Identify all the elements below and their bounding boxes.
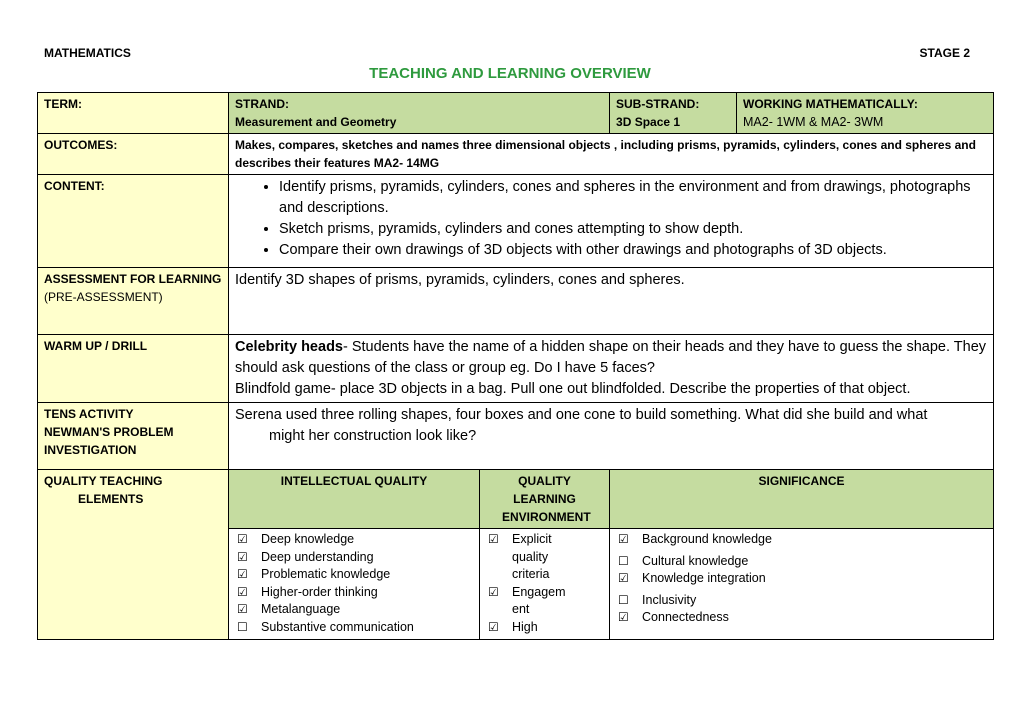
warmup-cell (229, 335, 994, 403)
checkbox-item (235, 584, 473, 602)
tens-line-2: might her construction look like? (269, 428, 477, 444)
checkbox-item (616, 570, 987, 588)
tens-label-1: TENS ACTIVITY (44, 407, 134, 421)
tens-label-2: NEWMAN'S PROBLEM (44, 425, 174, 439)
warmup-label-cell (38, 335, 229, 403)
tens-label-3: INVESTIGATION (44, 443, 137, 457)
empty-checkbox-icon[interactable]: ☐ (237, 619, 248, 634)
checkbox-item (486, 619, 603, 637)
warmup-text (235, 337, 987, 379)
checkbox-label: Deep understanding (261, 549, 374, 564)
checkbox-item (486, 601, 603, 619)
content-label: CONTENT: (44, 179, 105, 193)
checkbox-label: High (512, 619, 538, 634)
term-label: TERM: (44, 97, 82, 111)
checkbox-label: Knowledge integration (642, 571, 766, 586)
outcomes-text: Makes, compares, sketches and names three dimensional objects , including prisms, pyramids, cylinders, cones and spheres and describes their features MA2- 14MG (235, 138, 976, 170)
significance-list (616, 531, 987, 627)
checked-checkbox-icon[interactable]: ☑ (237, 532, 248, 546)
content-cell (229, 175, 994, 268)
outcomes-cell (229, 134, 994, 175)
warmup-text2: Blindfold game- place 3D objects in a bag. Pull one out blindfolded. Describe the properties of that object. (235, 381, 911, 397)
checkbox-label: ent (512, 602, 530, 617)
checkbox-item (616, 592, 987, 610)
page-title: TEACHING AND LEARNING OVERVIEW (369, 65, 651, 82)
assessment-sublabel: (PRE-ASSESSMENT) (44, 290, 163, 304)
content-label-cell (38, 175, 229, 268)
checked-checkbox-icon[interactable]: ☑ (237, 549, 248, 564)
checkbox-item (235, 601, 473, 619)
content-item: • Identify prisms, pyramids, cylinders, cones and spheres in the environment and from drawings, photographs and descriptions. (279, 177, 987, 219)
checkbox-label: Metalanguage (261, 602, 341, 617)
checkbox-label: Cultural knowledge (642, 553, 749, 568)
checkbox-label: Connectedness (642, 610, 729, 625)
quality-learning-env-header: QUALITY LEARNING ENVIRONMENT (480, 470, 610, 529)
strand-label: STRAND: (235, 97, 289, 111)
checkbox-label: Explicit (512, 532, 552, 546)
checkbox-label: quality (512, 549, 549, 564)
working-math-label: WORKING MATHEMATICALLY: (743, 97, 918, 111)
checkbox-label: Engagem (512, 584, 566, 599)
checked-checkbox-icon[interactable]: ☑ (488, 532, 499, 546)
stage-heading: STAGE 2 (919, 46, 970, 60)
checked-checkbox-icon[interactable]: ☑ (237, 602, 248, 617)
overview-table (37, 92, 994, 640)
content-item: • Compare their own drawings of 3D objects with other drawings and photographs of 3D objects. (279, 240, 987, 261)
checkbox-item (235, 549, 473, 567)
outcomes-label-cell (38, 134, 229, 175)
tens-line-1: Serena used three rolling shapes, four boxes and one cone to build something. What did she build and what (235, 407, 928, 423)
checkbox-label: Inclusivity (642, 592, 697, 607)
substrand-label: SUB-STRAND: (616, 97, 700, 111)
term-cell (38, 93, 229, 134)
intellectual-quality-header: INTELLECTUAL QUALITY (229, 470, 480, 529)
checked-checkbox-icon[interactable]: ☑ (488, 619, 499, 634)
quality-label-1: QUALITY TEACHING (44, 474, 163, 488)
empty-checkbox-icon[interactable]: ☐ (618, 592, 629, 607)
checkbox-label: criteria (512, 567, 550, 582)
checkbox-item (235, 566, 473, 584)
checkbox-item (235, 619, 473, 637)
checked-checkbox-icon[interactable]: ☑ (618, 571, 629, 586)
assessment-cell (229, 268, 994, 335)
warmup-text1: - Students have the name of a hidden shape on their heads and they have to guess the shape. They should ask questions of the class or group eg. Do I have 5 faces? (235, 339, 987, 376)
checkbox-item (486, 531, 603, 549)
checked-checkbox-icon[interactable]: ☑ (237, 567, 248, 582)
checkbox-item (235, 531, 473, 549)
significance-header: SIGNIFICANCE (610, 470, 994, 529)
checkbox-label: Background knowledge (642, 532, 772, 546)
intellectual-quality-list (235, 531, 473, 637)
assessment-label-cell (38, 268, 229, 335)
checkbox-item (616, 609, 987, 627)
working-math-cell (737, 93, 994, 134)
checkbox-item (616, 553, 987, 571)
quality-learning-env-cell (480, 529, 610, 640)
checkbox-item (486, 549, 603, 567)
checked-checkbox-icon[interactable]: ☑ (488, 584, 499, 599)
strand-cell (229, 93, 610, 134)
quality-header-row (38, 470, 994, 529)
content-row (38, 175, 994, 268)
assessment-label: ASSESSMENT FOR LEARNING (44, 272, 222, 286)
checkbox-label: Deep knowledge (261, 532, 355, 546)
checkbox-label: Higher-order thinking (261, 584, 378, 599)
checkbox-item (486, 584, 603, 602)
warmup-row (38, 335, 994, 403)
working-math-value: MA2- 1WM & MA2- 3WM (743, 115, 884, 129)
empty-checkbox-icon[interactable]: ☐ (618, 553, 629, 568)
checkbox-item (486, 566, 603, 584)
intellectual-quality-cell (229, 529, 480, 640)
checkbox-item (616, 531, 987, 549)
warmup-bold-lead: Celebrity heads (235, 339, 343, 355)
tens-row (38, 403, 994, 470)
checkbox-label: Substantive communication (261, 619, 414, 634)
checked-checkbox-icon[interactable]: ☑ (618, 532, 629, 546)
quality-learning-env-list (486, 531, 603, 637)
significance-cell (610, 529, 994, 640)
checked-checkbox-icon[interactable]: ☑ (618, 610, 629, 625)
strand-value: Measurement and Geometry (235, 115, 397, 129)
tens-cell (229, 403, 994, 470)
content-item: • Sketch prisms, pyramids, cylinders and cones attempting to show depth. (279, 219, 987, 240)
warmup-label: WARM UP / DRILL (44, 339, 148, 353)
checked-checkbox-icon[interactable]: ☑ (237, 584, 248, 599)
assessment-row (38, 268, 994, 335)
checkbox-label: Problematic knowledge (261, 567, 391, 582)
term-row (38, 93, 994, 134)
substrand-cell (610, 93, 737, 134)
quality-label-cell (38, 470, 229, 640)
substrand-value: 3D Space 1 (616, 115, 681, 129)
outcomes-label: OUTCOMES: (44, 138, 118, 152)
content-list (235, 177, 987, 261)
outcomes-row (38, 134, 994, 175)
subject-heading: MATHEMATICS (44, 46, 131, 60)
assessment-text: Identify 3D shapes of prisms, pyramids, cylinders, cones and spheres. (235, 272, 685, 288)
quality-label-2: ELEMENTS (78, 492, 144, 506)
tens-label-cell (38, 403, 229, 470)
